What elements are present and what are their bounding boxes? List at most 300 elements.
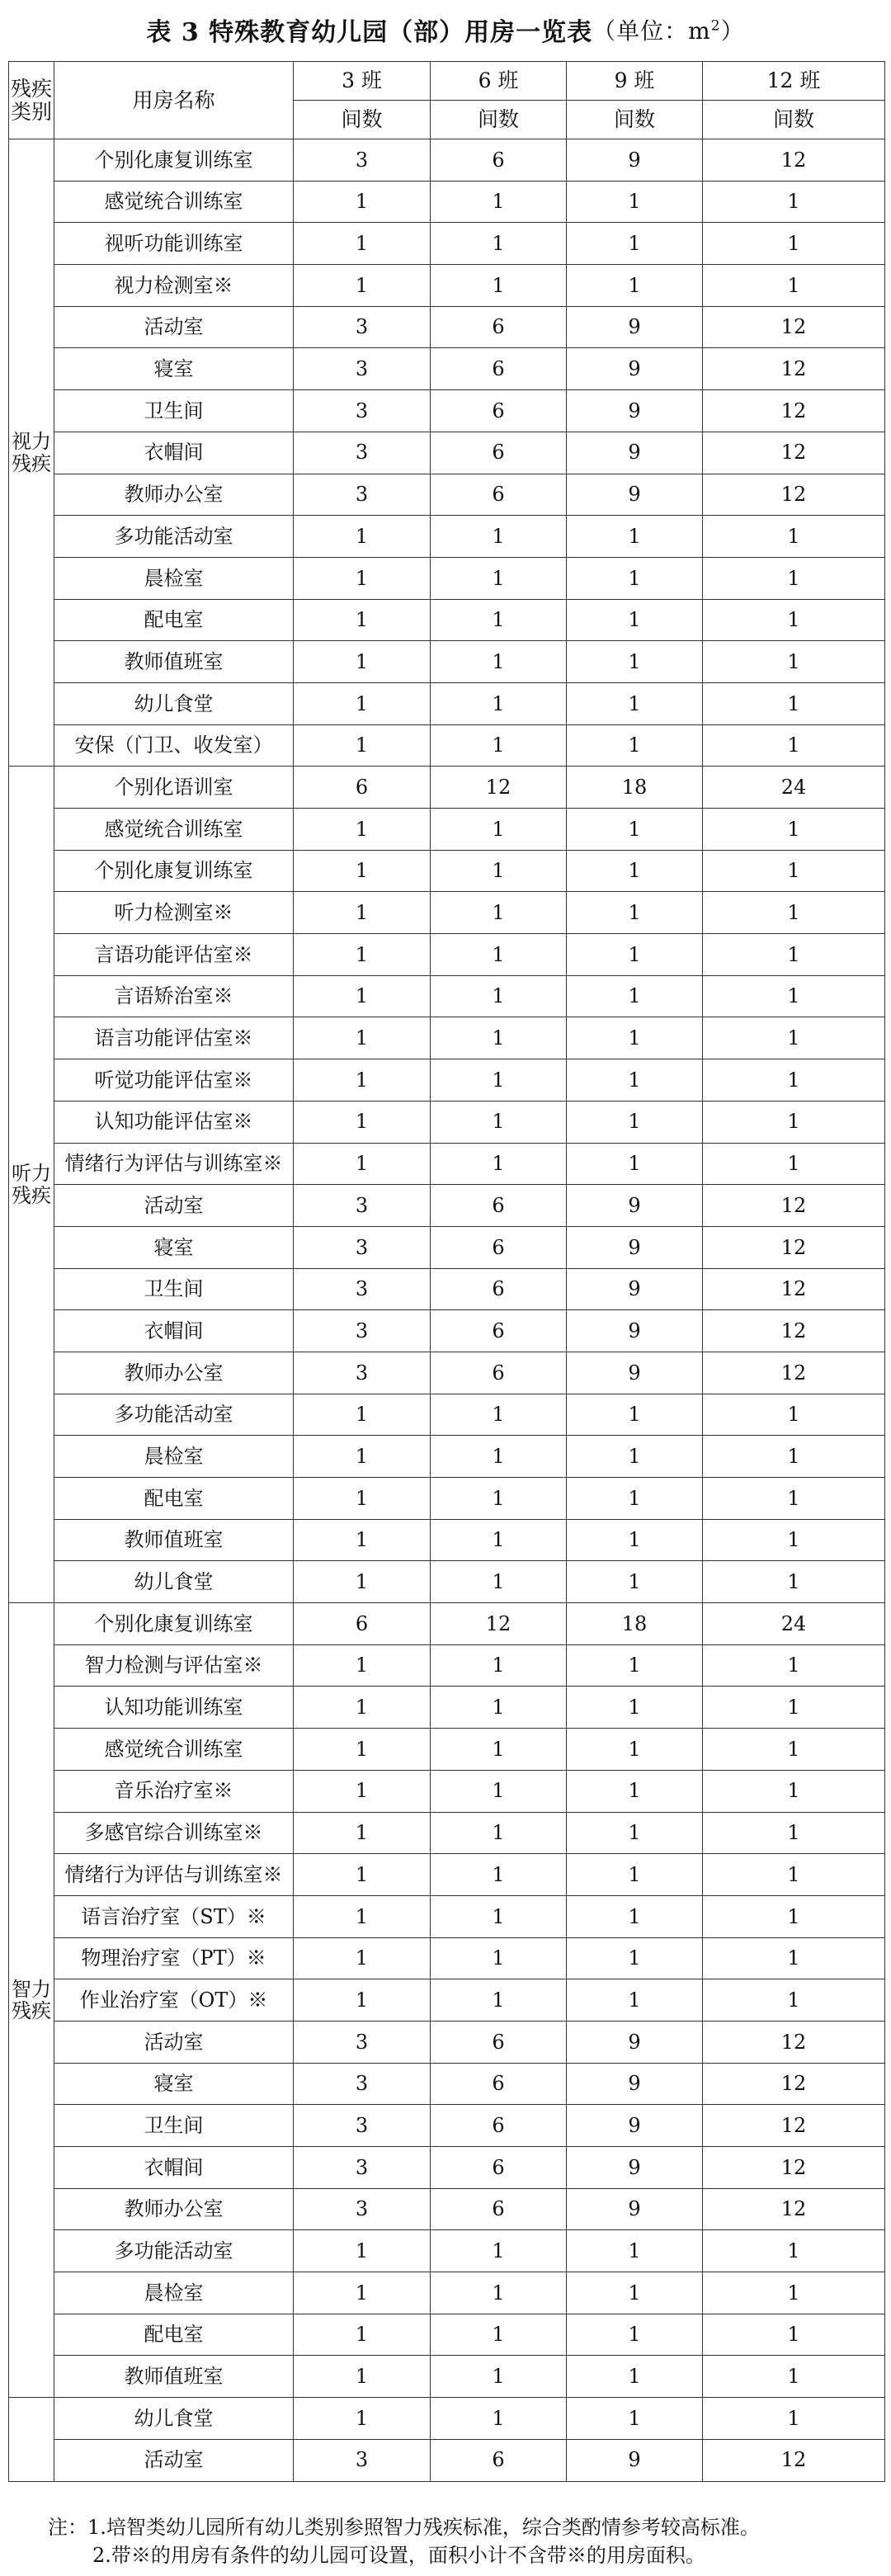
table-row [9, 1603, 885, 1645]
room-name-cell: 多功能活动室 [54, 516, 294, 558]
room-count-cell: 1 [567, 1854, 703, 1896]
room-count-cell: 1 [431, 557, 567, 599]
room-count-cell: 1 [294, 641, 431, 683]
room-count-cell: 6 [431, 348, 567, 390]
room-name-cell: 晨检室 [54, 1436, 294, 1478]
header-row-1 [9, 62, 885, 101]
table-row [9, 1895, 885, 1937]
room-count-cell: 1 [294, 1812, 431, 1854]
room-count-cell: 3 [294, 306, 431, 348]
table-row [9, 2398, 885, 2440]
table-notes [48, 2513, 881, 2569]
room-name-cell: 个别化康复训练室 [54, 1603, 294, 1645]
room-count-cell: 1 [294, 1937, 431, 1979]
room-count-cell: 1 [431, 516, 567, 558]
room-count-cell: 1 [294, 1895, 431, 1937]
room-count-cell: 24 [703, 1603, 885, 1645]
table-row [9, 1352, 885, 1394]
room-count-cell: 1 [294, 2398, 431, 2440]
room-count-cell: 1 [567, 516, 703, 558]
room-count-cell: 1 [567, 892, 703, 934]
table-row [9, 2272, 885, 2314]
room-table [8, 61, 885, 2482]
room-count-cell: 9 [567, 2105, 703, 2147]
room-count-cell: 1 [431, 809, 567, 851]
room-count-cell: 1 [431, 641, 567, 683]
table-row [9, 1478, 885, 1520]
room-count-cell: 6 [431, 1352, 567, 1394]
note-2: 2.带※的用房有条件的幼儿园可设置，面积小计不含带※的用房面积。 [92, 2544, 705, 2567]
room-name-cell: 感觉统合训练室 [54, 809, 294, 851]
room-count-cell: 12 [431, 1603, 567, 1645]
room-count-cell: 1 [567, 1561, 703, 1603]
room-count-cell: 1 [431, 892, 567, 934]
room-count-cell: 1 [567, 1017, 703, 1059]
room-count-cell: 6 [431, 1310, 567, 1352]
room-count-cell: 6 [431, 390, 567, 432]
room-count-cell: 1 [567, 557, 703, 599]
room-count-cell: 1 [294, 892, 431, 934]
table-row [9, 1185, 885, 1227]
category-cell: 视力 残疾 [9, 139, 54, 767]
room-count-cell: 1 [294, 2230, 431, 2272]
header-class-9: 9 班 [567, 62, 703, 101]
table-row [9, 1687, 885, 1729]
room-count-cell: 12 [703, 306, 885, 348]
room-name-cell: 活动室 [54, 2439, 294, 2481]
room-count-cell: 1 [294, 1101, 431, 1143]
room-count-cell: 1 [431, 2398, 567, 2440]
room-count-cell: 1 [431, 1812, 567, 1854]
room-count-cell: 1 [703, 1770, 885, 1812]
category-cell: 听力 残疾 [9, 767, 54, 1603]
room-name-cell: 寝室 [54, 2063, 294, 2105]
room-count-cell: 6 [431, 2105, 567, 2147]
category-cell [9, 2398, 54, 2481]
room-name-cell: 多功能活动室 [54, 1394, 294, 1436]
room-count-cell: 1 [431, 1895, 567, 1937]
room-count-cell: 1 [431, 1854, 567, 1896]
room-count-cell: 1 [567, 1059, 703, 1102]
room-count-cell: 1 [294, 850, 431, 892]
room-count-cell: 1 [567, 682, 703, 724]
room-count-cell: 9 [567, 1226, 703, 1268]
room-count-cell: 1 [703, 1519, 885, 1561]
room-count-cell: 1 [431, 1101, 567, 1143]
room-count-cell: 1 [567, 2398, 703, 2440]
table-row [9, 1268, 885, 1310]
room-count-cell: 1 [567, 1979, 703, 2022]
room-count-cell: 12 [431, 767, 567, 809]
room-count-cell: 1 [294, 181, 431, 223]
room-name-cell: 配电室 [54, 1478, 294, 1520]
room-count-cell: 3 [294, 432, 431, 474]
header-class-6: 6 班 [431, 62, 567, 101]
room-count-cell: 9 [567, 1310, 703, 1352]
header-unit-label: 间数 [567, 101, 703, 139]
room-name-cell: 寝室 [54, 348, 294, 390]
room-name-cell: 幼儿食堂 [54, 2398, 294, 2440]
room-count-cell: 12 [703, 1268, 885, 1310]
room-count-cell: 1 [294, 599, 431, 641]
room-count-cell: 1 [703, 1937, 885, 1979]
room-name-cell: 教师办公室 [54, 2188, 294, 2230]
room-count-cell: 6 [431, 474, 567, 516]
room-count-cell: 12 [703, 139, 885, 182]
room-name-cell: 情绪行为评估与训练室※ [54, 1854, 294, 1896]
room-name-cell: 感觉统合训练室 [54, 181, 294, 223]
table-row [9, 474, 885, 516]
room-count-cell: 1 [567, 1436, 703, 1478]
room-count-cell: 9 [567, 2439, 703, 2481]
header-class-3: 3 班 [294, 62, 431, 101]
room-count-cell: 18 [567, 1603, 703, 1645]
table-row [9, 809, 885, 851]
room-count-cell: 1 [703, 850, 885, 892]
room-count-cell: 1 [567, 223, 703, 265]
table-row [9, 1017, 885, 1059]
room-count-cell: 1 [703, 1895, 885, 1937]
room-count-cell: 6 [431, 1185, 567, 1227]
room-name-cell: 晨检室 [54, 2272, 294, 2314]
room-count-cell: 1 [567, 1729, 703, 1771]
room-count-cell: 12 [703, 348, 885, 390]
table-row [9, 1937, 885, 1979]
header-unit-label: 间数 [703, 101, 885, 139]
table-title-unit: （单位：$m^2$） [592, 17, 745, 45]
room-count-cell: 1 [567, 2314, 703, 2356]
room-count-cell: 1 [431, 2356, 567, 2398]
table-row [9, 2147, 885, 2189]
table-row [9, 1519, 885, 1561]
room-count-cell: 1 [567, 2230, 703, 2272]
room-count-cell: 12 [703, 1310, 885, 1352]
room-count-cell: 1 [294, 1644, 431, 1687]
room-count-cell: 9 [567, 306, 703, 348]
room-name-cell: 活动室 [54, 2021, 294, 2063]
table-row [9, 1812, 885, 1854]
table-row [9, 2356, 885, 2398]
room-count-cell: 9 [567, 2147, 703, 2189]
table-row [9, 516, 885, 558]
room-count-cell: 1 [294, 1394, 431, 1436]
room-count-cell: 1 [294, 1854, 431, 1896]
room-name-cell: 活动室 [54, 1185, 294, 1227]
room-name-cell: 多功能活动室 [54, 2230, 294, 2272]
room-count-cell: 1 [567, 850, 703, 892]
table-row [9, 892, 885, 934]
room-count-cell: 1 [703, 1687, 885, 1729]
room-count-cell: 3 [294, 1185, 431, 1227]
room-count-cell: 1 [567, 2356, 703, 2398]
table-row [9, 348, 885, 390]
room-count-cell: 3 [294, 390, 431, 432]
room-count-cell: 1 [294, 1687, 431, 1729]
room-count-cell: 1 [703, 1812, 885, 1854]
room-count-cell: 1 [431, 1687, 567, 1729]
table-row [9, 1101, 885, 1143]
room-count-cell: 1 [703, 1394, 885, 1436]
room-count-cell: 12 [703, 2063, 885, 2105]
room-name-cell: 作业治疗室（OT）※ [54, 1979, 294, 2022]
room-count-cell: 1 [567, 1143, 703, 1185]
room-count-cell: 6 [431, 2439, 567, 2481]
room-count-cell: 3 [294, 1352, 431, 1394]
table-row [9, 1770, 885, 1812]
header-room-name: 用房名称 [54, 62, 294, 139]
room-count-cell: 6 [294, 767, 431, 809]
room-count-cell: 1 [294, 1436, 431, 1478]
category-cell: 智力 残疾 [9, 1603, 54, 2398]
room-count-cell: 6 [431, 2147, 567, 2189]
room-count-cell: 9 [567, 348, 703, 390]
table-row [9, 1979, 885, 2022]
room-count-cell: 1 [431, 1561, 567, 1603]
room-name-cell: 智力检测与评估室※ [54, 1644, 294, 1687]
room-count-cell: 1 [431, 682, 567, 724]
room-count-cell: 3 [294, 348, 431, 390]
room-count-cell: 6 [431, 2063, 567, 2105]
table-row [9, 265, 885, 307]
room-count-cell: 1 [294, 516, 431, 558]
room-count-cell: 1 [703, 1059, 885, 1102]
room-name-cell: 衣帽间 [54, 2147, 294, 2189]
room-name-cell: 个别化语训室 [54, 767, 294, 809]
room-count-cell: 1 [431, 1519, 567, 1561]
table-row [9, 2105, 885, 2147]
room-count-cell: 1 [431, 1644, 567, 1687]
room-name-cell: 幼儿食堂 [54, 1561, 294, 1603]
table-row [9, 2439, 885, 2481]
room-count-cell: 1 [567, 641, 703, 683]
table-row [9, 390, 885, 432]
table-row [9, 2230, 885, 2272]
room-count-cell: 12 [703, 1352, 885, 1394]
room-count-cell: 1 [294, 1979, 431, 2022]
room-count-cell: 1 [703, 682, 885, 724]
room-count-cell: 1 [294, 682, 431, 724]
room-count-cell: 12 [703, 2105, 885, 2147]
room-count-cell: 1 [703, 1101, 885, 1143]
room-count-cell: 1 [294, 2356, 431, 2398]
room-count-cell: 1 [294, 724, 431, 767]
room-count-cell: 1 [294, 2272, 431, 2314]
room-count-cell: 1 [703, 599, 885, 641]
room-count-cell: 9 [567, 474, 703, 516]
room-count-cell: 1 [567, 1101, 703, 1143]
room-name-cell: 晨检室 [54, 557, 294, 599]
room-count-cell: 1 [703, 2314, 885, 2356]
room-count-cell: 1 [567, 1895, 703, 1937]
room-count-cell: 1 [294, 1561, 431, 1603]
room-count-cell: 1 [294, 809, 431, 851]
table-row [9, 557, 885, 599]
room-name-cell: 言语功能评估室※ [54, 934, 294, 976]
room-name-cell: 音乐治疗室※ [54, 1770, 294, 1812]
room-count-cell: 1 [294, 1059, 431, 1102]
room-name-cell: 语言功能评估室※ [54, 1017, 294, 1059]
table-row [9, 767, 885, 809]
room-count-cell: 9 [567, 432, 703, 474]
room-count-cell: 1 [703, 2356, 885, 2398]
table-title [0, 0, 891, 59]
room-count-cell: 24 [703, 767, 885, 809]
room-count-cell: 1 [431, 181, 567, 223]
header-class-12: 12 班 [703, 62, 885, 101]
room-count-cell: 9 [567, 2063, 703, 2105]
table-row [9, 1143, 885, 1185]
room-count-cell: 6 [431, 432, 567, 474]
room-count-cell: 1 [703, 2272, 885, 2314]
room-count-cell: 6 [431, 1226, 567, 1268]
room-name-cell: 言语矫治室※ [54, 975, 294, 1017]
room-count-cell: 9 [567, 1352, 703, 1394]
room-count-cell: 9 [567, 390, 703, 432]
header-unit-label: 间数 [431, 101, 567, 139]
table-row [9, 2063, 885, 2105]
room-name-cell: 个别化康复训练室 [54, 139, 294, 182]
room-count-cell: 1 [703, 1854, 885, 1896]
room-count-cell: 1 [703, 1143, 885, 1185]
room-count-cell: 1 [431, 1729, 567, 1771]
room-name-cell: 教师值班室 [54, 1519, 294, 1561]
room-count-cell: 1 [703, 1561, 885, 1603]
table-row [9, 1226, 885, 1268]
table-row [9, 2188, 885, 2230]
room-name-cell: 听力检测室※ [54, 892, 294, 934]
room-name-cell: 卫生间 [54, 1268, 294, 1310]
note-1: 注：1.培智类幼儿园所有幼儿类别参照智力残疾标准，综合类酌情参考较高标准。 [48, 2516, 760, 2539]
table-row [9, 1394, 885, 1436]
room-count-cell: 12 [703, 474, 885, 516]
room-name-cell: 视力检测室※ [54, 265, 294, 307]
room-count-cell: 1 [431, 1143, 567, 1185]
room-count-cell: 9 [567, 2188, 703, 2230]
room-count-cell: 1 [567, 1394, 703, 1436]
room-name-cell: 幼儿食堂 [54, 682, 294, 724]
room-count-cell: 1 [703, 2230, 885, 2272]
room-count-cell: 3 [294, 2021, 431, 2063]
room-count-cell: 1 [703, 1436, 885, 1478]
header-category: 残疾 类别 [9, 62, 54, 139]
room-count-cell: 1 [567, 724, 703, 767]
table-row [9, 934, 885, 976]
table-row [9, 223, 885, 265]
room-name-cell: 个别化康复训练室 [54, 850, 294, 892]
room-name-cell: 视听功能训练室 [54, 223, 294, 265]
room-count-cell: 1 [567, 1519, 703, 1561]
table-row [9, 1436, 885, 1478]
room-count-cell: 6 [294, 1603, 431, 1645]
room-count-cell: 3 [294, 2063, 431, 2105]
room-name-cell: 衣帽间 [54, 432, 294, 474]
table-row [9, 1729, 885, 1771]
room-count-cell: 1 [567, 1770, 703, 1812]
room-count-cell: 1 [431, 724, 567, 767]
room-count-cell: 6 [431, 306, 567, 348]
room-count-cell: 3 [294, 2439, 431, 2481]
room-count-cell: 1 [431, 265, 567, 307]
table-row [9, 975, 885, 1017]
room-count-cell: 1 [567, 181, 703, 223]
room-count-cell: 1 [703, 557, 885, 599]
table-row [9, 1310, 885, 1352]
room-name-cell: 物理治疗室（PT）※ [54, 1937, 294, 1979]
room-count-cell: 3 [294, 2105, 431, 2147]
room-name-cell: 教师办公室 [54, 1352, 294, 1394]
room-count-cell: 3 [294, 1226, 431, 1268]
table-row [9, 599, 885, 641]
room-count-cell: 1 [294, 223, 431, 265]
room-count-cell: 1 [703, 892, 885, 934]
room-count-cell: 1 [431, 1017, 567, 1059]
room-count-cell: 6 [431, 2021, 567, 2063]
room-count-cell: 1 [431, 1436, 567, 1478]
room-count-cell: 1 [431, 223, 567, 265]
table-row [9, 724, 885, 767]
room-count-cell: 1 [294, 2314, 431, 2356]
room-count-cell: 12 [703, 2188, 885, 2230]
room-count-cell: 1 [431, 1770, 567, 1812]
room-count-cell: 1 [703, 1979, 885, 2022]
room-name-cell: 语言治疗室（ST）※ [54, 1895, 294, 1937]
room-count-cell: 6 [431, 139, 567, 182]
room-count-cell: 1 [431, 2230, 567, 2272]
room-count-cell: 3 [294, 1268, 431, 1310]
room-count-cell: 18 [567, 767, 703, 809]
room-name-cell: 感觉统合训练室 [54, 1729, 294, 1771]
table-row [9, 2314, 885, 2356]
room-name-cell: 卫生间 [54, 390, 294, 432]
room-count-cell: 1 [703, 1644, 885, 1687]
room-count-cell: 1 [567, 1812, 703, 1854]
room-count-cell: 3 [294, 139, 431, 182]
room-count-cell: 1 [294, 1143, 431, 1185]
table-row [9, 682, 885, 724]
room-count-cell: 1 [431, 1059, 567, 1102]
room-count-cell: 12 [703, 390, 885, 432]
room-name-cell: 安保（门卫、收发室） [54, 724, 294, 767]
table-row [9, 181, 885, 223]
room-count-cell: 1 [567, 265, 703, 307]
room-count-cell: 1 [567, 2272, 703, 2314]
room-count-cell: 3 [294, 1310, 431, 1352]
table-row [9, 1059, 885, 1102]
room-count-cell: 1 [294, 1519, 431, 1561]
room-count-cell: 1 [567, 1687, 703, 1729]
room-count-cell: 3 [294, 474, 431, 516]
table-row [9, 139, 885, 182]
room-count-cell: 1 [294, 1729, 431, 1771]
room-count-cell: 1 [294, 934, 431, 976]
room-name-cell: 配电室 [54, 2314, 294, 2356]
room-count-cell: 1 [703, 641, 885, 683]
table-row [9, 1644, 885, 1687]
room-count-cell: 1 [431, 1394, 567, 1436]
room-name-cell: 情绪行为评估与训练室※ [54, 1143, 294, 1185]
room-name-cell: 活动室 [54, 306, 294, 348]
room-count-cell: 1 [294, 1017, 431, 1059]
room-count-cell: 1 [294, 265, 431, 307]
room-count-cell: 1 [703, 975, 885, 1017]
room-count-cell: 1 [567, 934, 703, 976]
room-count-cell: 3 [294, 2147, 431, 2189]
room-count-cell: 12 [703, 2147, 885, 2189]
table-row [9, 432, 885, 474]
room-count-cell: 1 [567, 975, 703, 1017]
room-count-cell: 1 [567, 1644, 703, 1687]
room-count-cell: 1 [703, 1478, 885, 1520]
